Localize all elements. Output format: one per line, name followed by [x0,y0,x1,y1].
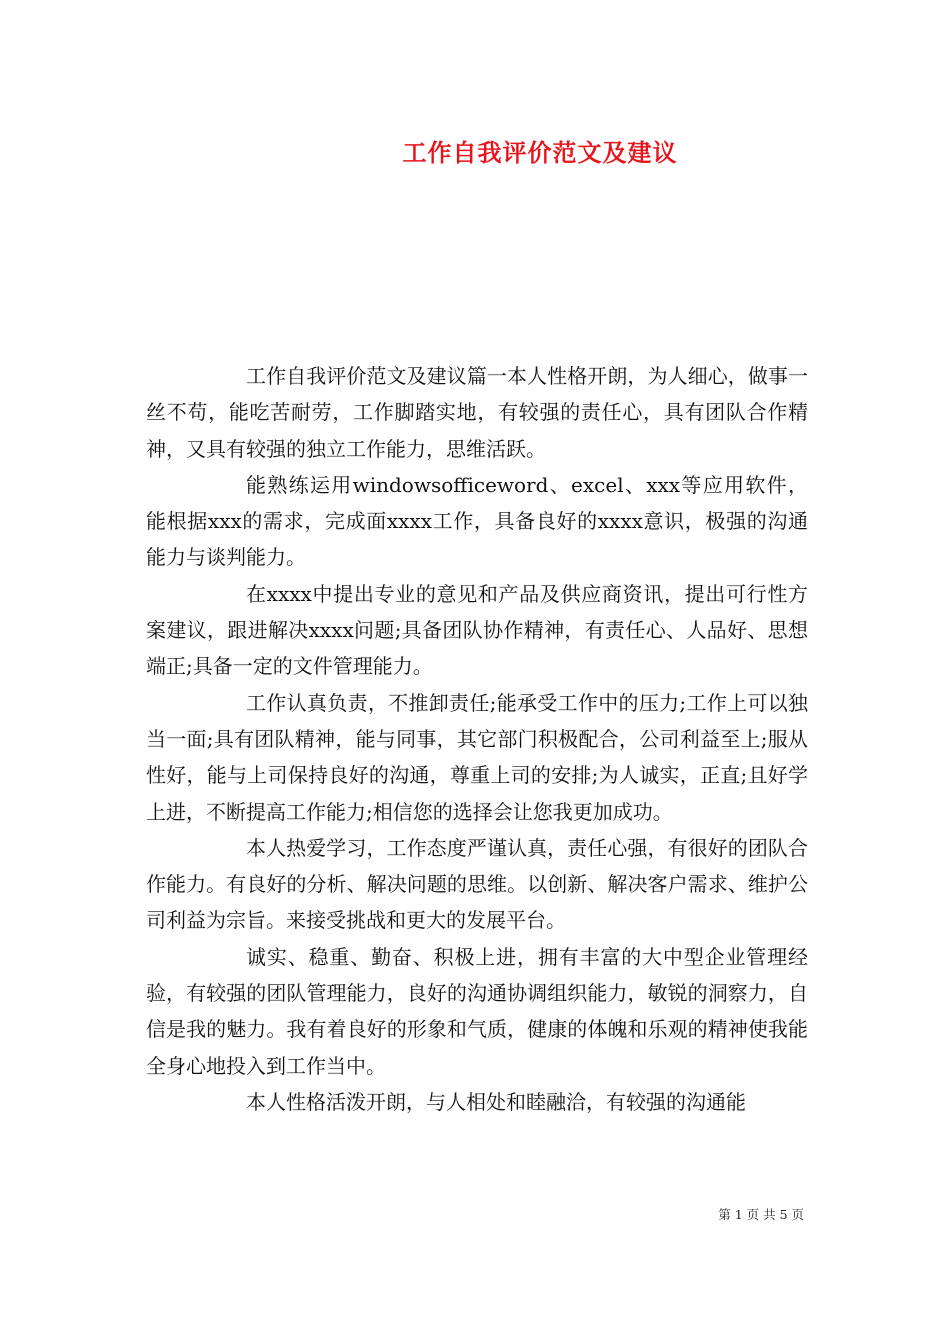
paragraph-5: 本人热爱学习，工作态度严谨认真，责任心强，有很好的团队合作能力。有良好的分析、解决问题的思维。以创新、解决客户需求、维护公司利益为宗旨。来接受挑战和更大的发展平台。 [146,835,808,933]
document-body [146,358,808,1120]
paragraph-7: 本人性格活泼开朗，与人相处和睦融洽，有较强的沟通能 [246,1089,746,1114]
paragraph-2: 能熟练运用windowsofficeword、excel、xxx等应用软件，能根据xxx的需求，完成面xxxx工作，具备良好的xxxx意识，极强的沟通能力与谈判能力。 [146,472,808,570]
document-title: 工作自我评价范文及建议 [402,138,678,167]
paragraph-6: 诚实、稳重、勤奋、积极上进，拥有丰富的大中型企业管理经验，有较强的团队管理能力，良好的沟通协调组织能力，敏锐的洞察力，自信是我的魅力。我有着良好的形象和气质，健康的体魄和乐观的精神使我能全身心地投入到工作当中。 [146,944,808,1078]
paragraph-3: 在xxxx中提出专业的意见和产品及供应商资讯，提出可行性方案建议，跟进解决xxxx问题;具备团队协作精神，有责任心、人品好、思想端正;具备一定的文件管理能力。 [146,581,808,679]
paragraph-4: 工作认真负责，不推卸责任;能承受工作中的压力;工作上可以独当一面;具有团队精神，能与同事，其它部门积极配合，公司利益至上;服从性好，能与上司保持良好的沟通，尊重上司的安排;为人诚实，正直;且好学上进，不断提高工作能力;相信您的选择会让您我更加成功。 [146,690,808,824]
paragraph-1: 工作自我评价范文及建议篇一本人性格开朗，为人细心，做事一丝不苟，能吃苦耐劳，工作脚踏实地，有较强的责任心，具有团队合作精神，又具有较强的独立工作能力，思维活跃。 [146,364,808,461]
page-number-footer: 第 1 页 共 5 页 [718,1207,804,1222]
